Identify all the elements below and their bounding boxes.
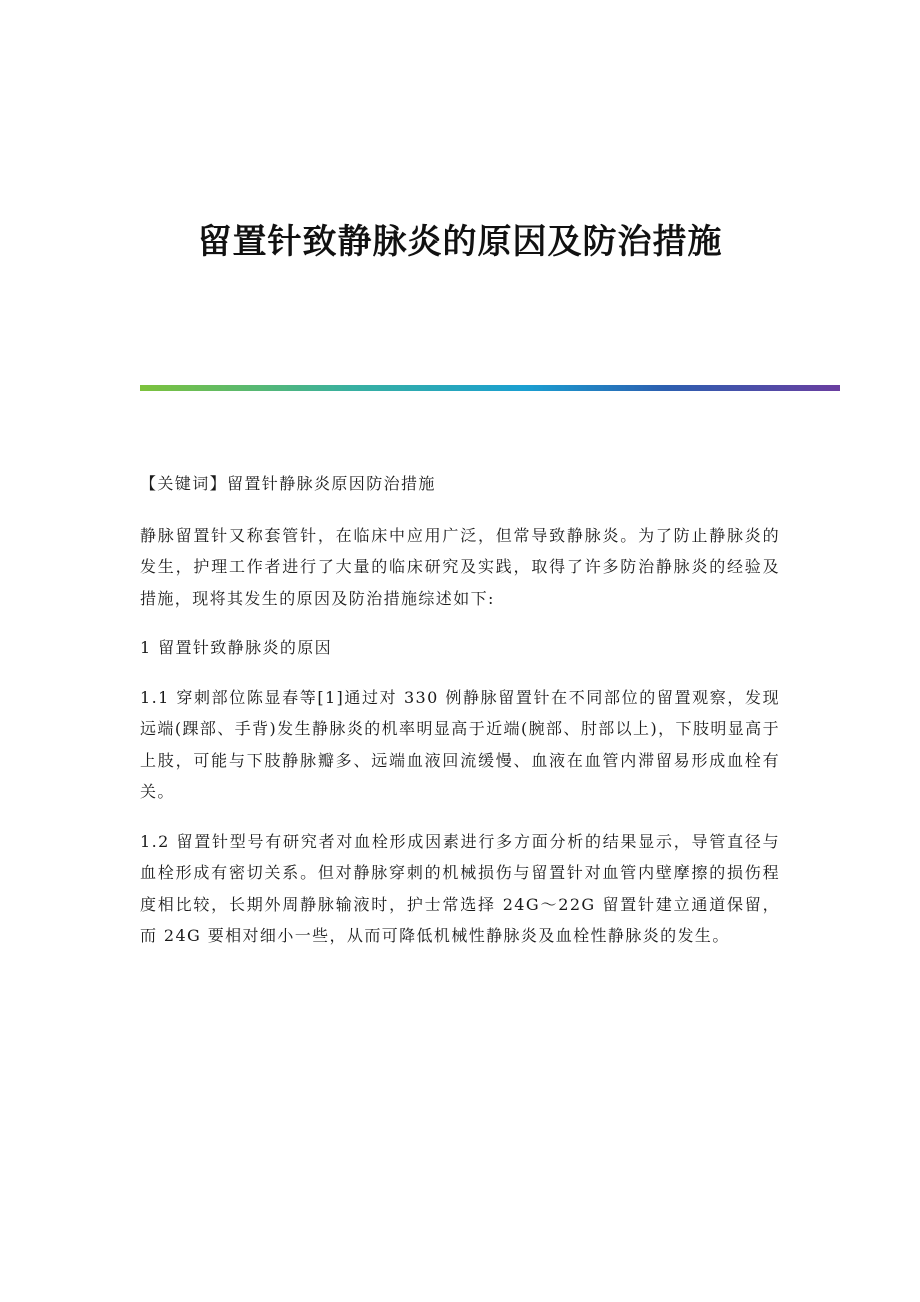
keywords-line: 【关键词】留置针静脉炎原因防治措施 <box>140 474 436 493</box>
section-1-heading: 1 留置针致静脉炎的原因 <box>140 638 333 657</box>
intro-paragraph: 静脉留置针又称套管针，在临床中应用广泛，但常导致静脉炎。为了防止静脉炎的发生，护理工作者进行了大量的临床研究及实践，取得了许多防治静脉炎的经验及措施，现将其发生的原因及防治措施综述如下: <box>140 525 780 608</box>
title-divider <box>140 385 840 391</box>
document-body <box>140 468 780 970</box>
document-title: 留置针致静脉炎的原因及防治措施 <box>197 222 723 262</box>
section-1-1-paragraph: 1.1 穿刺部位陈显春等[1]通过对 330 例静脉留置针在不同部位的留置观察，发现远端(踝部、手背)发生静脉炎的机率明显高于近端(腕部、肘部以上)，下肢明显高于上肢，可能与下肢静脉瓣多、远端血液回流缓慢、血液在血管内滞留易形成血栓有关。 <box>140 687 780 801</box>
section-1-2-paragraph: 1.2 留置针型号有研究者对血栓形成因素进行多方面分析的结果显示，导管直径与血栓形成有密切关系。但对静脉穿刺的机械损伤与留置针对血管内壁摩擦的损伤程度相比较，长期外周静脉输液时，护士常选择 24G～22G 留置针建立通道保留，而 24G 要相对细小一些，从而可降低机械性静脉炎及血栓性静脉炎的发生。 <box>140 831 780 945</box>
